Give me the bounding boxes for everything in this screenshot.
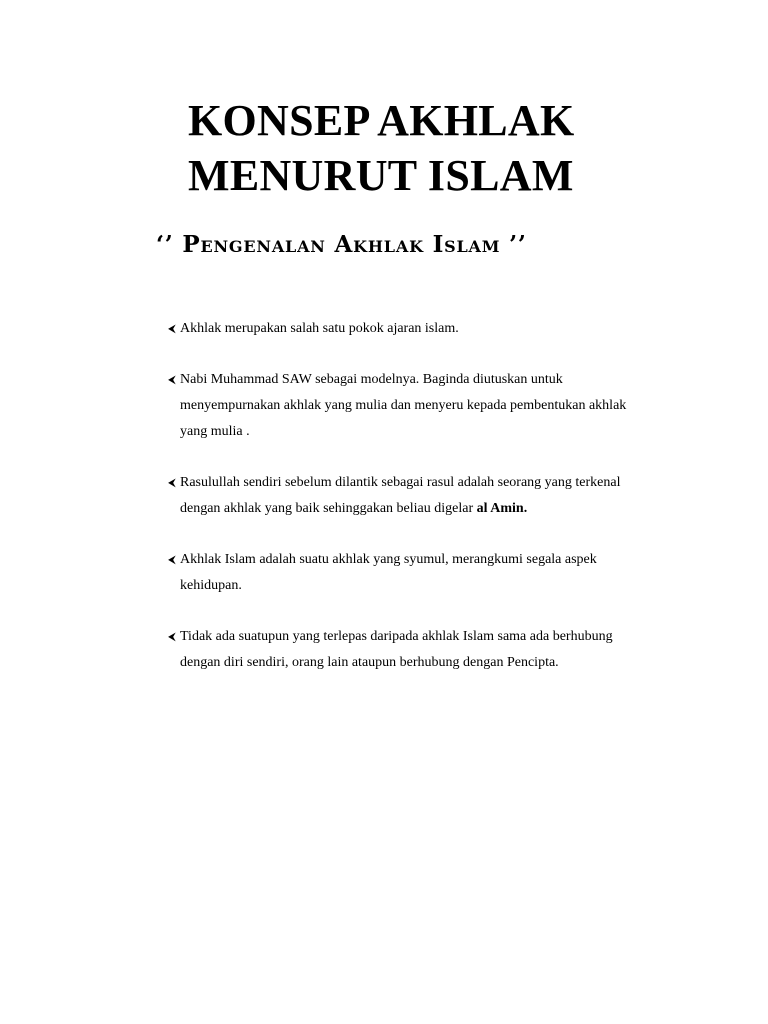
bullet-text-line: Nabi Muhammad SAW sebagai modelnya. Baginda diutuskan untuk	[180, 372, 563, 387]
page-title	[188, 93, 708, 203]
bullet-text-line: kehidupan.	[180, 578, 242, 593]
bullet-text-line: yang mulia .	[180, 424, 250, 439]
bullet-item-3	[168, 470, 688, 522]
arrow-bullet-icon: ⮜	[168, 323, 176, 335]
title-line-2: MENURUT ISLAM	[188, 151, 574, 200]
bullet-text-line-with-bold	[180, 496, 688, 522]
arrow-bullet-icon: ⮜	[168, 374, 176, 386]
bullet-text-line: Tidak ada suatupun yang terlepas daripada akhlak Islam sama ada berhubung	[180, 629, 613, 644]
bullet-text-segment: dengan akhlak yang baik sehinggakan beliau digelar	[180, 501, 477, 516]
arrow-bullet-icon: ⮜	[168, 477, 176, 489]
page-subtitle: ‘’ Pengenalan Akhlak Islam ’’	[156, 231, 527, 258]
bullet-item-1	[168, 316, 688, 342]
bold-honorific-text: al Amin.	[476, 501, 528, 516]
arrow-bullet-icon: ⮜	[168, 631, 176, 643]
bullet-text-line: dengan diri sendiri, orang lain ataupun berhubung dengan Pencipta.	[180, 655, 559, 670]
bullet-item-2	[168, 367, 688, 445]
bullet-item-4	[168, 547, 688, 599]
bullet-text-line: Rasulullah sendiri sebelum dilantik sebagai rasul adalah seorang yang terkenal	[180, 475, 621, 490]
title-line-1: KONSEP AKHLAK	[188, 96, 575, 145]
bullet-item-5	[168, 624, 688, 676]
bullet-list	[168, 316, 688, 701]
bullet-text-line: Akhlak Islam adalah suatu akhlak yang syumul, merangkumi segala aspek	[180, 552, 597, 567]
bullet-text-line: menyempurnakan akhlak yang mulia dan menyeru kepada pembentukan akhlak	[180, 398, 627, 413]
arrow-bullet-icon: ⮜	[168, 554, 176, 566]
bullet-text-line: Akhlak merupakan salah satu pokok ajaran islam.	[180, 321, 459, 336]
